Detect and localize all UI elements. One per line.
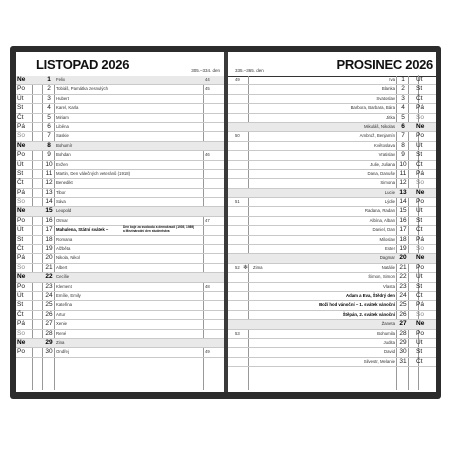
week-number: 49 (205, 349, 210, 355)
day-number: 28 (399, 329, 407, 337)
season-label: Zima (253, 264, 263, 270)
weekday-label: Po (17, 85, 25, 93)
name-day: Blanka (381, 86, 395, 92)
day-list (16, 76, 224, 358)
week-number: 51 (235, 199, 240, 205)
name-day: Cecílie (56, 274, 70, 280)
day-number: 24 (399, 291, 407, 299)
name-day: Ondřej (56, 349, 69, 355)
name-day: Evžen (56, 161, 68, 167)
day-row[interactable] (228, 132, 436, 141)
name-day: David (384, 349, 395, 355)
day-number: 8 (401, 141, 405, 149)
day-number: 20 (45, 254, 53, 262)
name-day: Sáva (56, 199, 66, 205)
weekday-label: So (416, 245, 424, 253)
week-number: 45 (205, 86, 210, 92)
day-row[interactable] (16, 85, 224, 94)
day-number: 16 (399, 216, 407, 224)
day-number: 2 (47, 85, 51, 93)
day-row[interactable] (228, 217, 436, 226)
name-day: Simona (380, 180, 395, 186)
day-row[interactable] (228, 254, 436, 263)
name-day: Mahulena, Státní svátek – (56, 227, 109, 233)
name-day: Barbora, Barbara, Bára (350, 105, 395, 111)
day-row[interactable] (16, 142, 224, 151)
weekday-label: Čt (17, 245, 24, 253)
weekday-label: Ne (17, 141, 26, 149)
day-number: 2 (401, 85, 405, 93)
day-number: 13 (45, 188, 53, 196)
day-row[interactable] (16, 161, 224, 170)
name-day: Martin, Den válečných veteránů (1918) (56, 170, 131, 176)
weekday-label: St (17, 301, 24, 309)
day-row[interactable] (16, 301, 224, 310)
name-day: Romana (56, 236, 73, 242)
name-day: Žaneta (381, 321, 395, 327)
day-row[interactable] (16, 207, 224, 216)
day-row[interactable] (16, 320, 224, 329)
weekday-label: St (17, 169, 24, 177)
day-number: 3 (401, 94, 405, 102)
day-row[interactable] (16, 264, 224, 273)
weekday-label: Ne (17, 207, 26, 215)
weekday-label: So (416, 310, 424, 318)
day-range: 305.–334. den (191, 68, 220, 73)
weekday-label: Pá (17, 320, 25, 328)
week-number: 50 (235, 133, 240, 139)
day-row[interactable] (228, 179, 436, 188)
name-day: Šimon, Simon (368, 274, 395, 280)
day-row[interactable] (16, 170, 224, 179)
name-day: Ester (384, 246, 395, 252)
holiday-note: Den boje za svobodu a demokracii (1939, 1989) (123, 225, 195, 230)
weekday-label: Út (17, 94, 24, 102)
day-number: 5 (47, 113, 51, 121)
day-number: 4 (47, 104, 51, 112)
name-day: Dana, Danuše (367, 170, 395, 176)
weekday-label: Út (17, 291, 24, 299)
weekday-label: Po (416, 263, 424, 271)
name-day: Artur (56, 311, 66, 317)
weekday-label: Po (416, 132, 424, 140)
weekday-label: St (416, 85, 423, 93)
week-number: 44 (205, 77, 210, 82)
name-day: Zina (56, 339, 65, 345)
name-day: Saskie (56, 133, 69, 139)
weekday-label: Ne (17, 273, 26, 281)
weekday-label: Po (17, 348, 25, 356)
weekday-label: Čt (17, 113, 24, 121)
name-day: Kateřina (56, 302, 73, 308)
day-number: 15 (399, 207, 407, 215)
month-title: LISTOPAD 2026 (36, 57, 130, 72)
name-day: Julie, Juliana (370, 161, 395, 167)
name-day: Alžběta (56, 246, 71, 252)
weekday-label: Čt (416, 226, 423, 234)
day-row[interactable] (16, 198, 224, 207)
weekday-label: Pá (17, 188, 25, 196)
day-number: 15 (45, 207, 53, 215)
weekday-label: Út (416, 76, 423, 83)
weekday-label: Pá (416, 301, 424, 309)
name-day: Vratislav (378, 152, 395, 158)
day-row[interactable] (228, 264, 436, 273)
weekday-label: Čt (17, 310, 24, 318)
name-day: Albína, Alban (369, 217, 395, 223)
weekday-label: Čt (17, 179, 24, 187)
name-day: Karel, Karla (56, 105, 79, 111)
weekday-label: Ne (416, 254, 425, 262)
name-day: Dagmar (379, 255, 395, 261)
day-row[interactable] (228, 301, 436, 310)
day-number: 3 (47, 94, 51, 102)
day-number: 25 (399, 301, 407, 309)
weekday-label: Út (416, 141, 423, 149)
left-page-november (16, 52, 224, 392)
day-row[interactable] (16, 76, 224, 85)
day-row[interactable] (228, 245, 436, 254)
day-row[interactable] (228, 283, 436, 292)
day-number: 1 (401, 76, 405, 83)
name-day: Bohdan (56, 152, 71, 158)
day-row[interactable] (228, 95, 436, 104)
day-number: 29 (399, 338, 407, 346)
day-row[interactable] (16, 245, 224, 254)
weekday-label: St (416, 151, 423, 159)
weekday-label: Čt (416, 291, 423, 299)
week-number: 53 (235, 330, 240, 336)
name-day: Tibor (56, 189, 66, 195)
weekday-label: Po (416, 198, 424, 206)
week-number: 52 (235, 264, 240, 270)
day-list (228, 76, 436, 367)
weekday-label: Ne (17, 76, 26, 83)
weekday-label: St (17, 104, 24, 112)
day-number: 13 (399, 188, 407, 196)
day-row[interactable] (228, 151, 436, 160)
weekday-label: St (416, 348, 423, 356)
day-row[interactable] (228, 114, 436, 123)
day-row[interactable] (16, 226, 224, 235)
name-day: Bohumila (377, 330, 395, 336)
day-row[interactable] (228, 76, 436, 85)
day-row[interactable] (16, 311, 224, 320)
weekday-label: Út (17, 226, 24, 234)
day-number: 30 (399, 348, 407, 356)
day-row[interactable] (228, 142, 436, 151)
weekday-label: Čt (416, 357, 423, 365)
day-row[interactable] (16, 292, 224, 301)
name-day: Svatoslav (376, 95, 395, 101)
name-day: Boží hod vánoční – 1. svátek vánoční (319, 302, 395, 308)
day-row[interactable] (228, 320, 436, 329)
name-day: Leopold (56, 208, 72, 214)
name-day: Bohumír (56, 142, 73, 148)
day-row[interactable] (228, 161, 436, 170)
day-number: 12 (45, 179, 53, 187)
weekday-label: St (17, 235, 24, 243)
weekday-label: Po (17, 282, 25, 290)
day-range: 335.–365. den (235, 68, 264, 73)
day-row[interactable] (228, 189, 436, 198)
day-row[interactable] (16, 95, 224, 104)
name-day: Iva (389, 77, 395, 82)
weekday-label: Pá (17, 254, 25, 262)
day-number: 19 (399, 245, 407, 253)
right-page-december (228, 52, 436, 392)
weekday-label: Út (416, 273, 423, 281)
day-number: 23 (399, 282, 407, 290)
day-number: 14 (45, 198, 53, 206)
weekday-label: Ne (416, 188, 425, 196)
name-day: Natálie (381, 264, 395, 270)
day-row[interactable] (16, 151, 224, 160)
name-day: Hubert (56, 95, 69, 101)
holiday-note: a Mezinárodní den studentstva (123, 229, 170, 234)
day-number: 9 (47, 151, 51, 159)
day-row[interactable] (16, 189, 224, 198)
day-number: 20 (399, 254, 407, 262)
weekday-label: So (17, 132, 25, 140)
day-row[interactable] (228, 339, 436, 348)
day-number: 11 (45, 169, 53, 177)
day-number: 21 (399, 263, 407, 271)
day-number: 24 (45, 291, 53, 299)
day-number: 1 (47, 76, 51, 83)
name-day: Tobiáš, Památka zesnulých (56, 86, 109, 92)
day-row[interactable] (228, 198, 436, 207)
name-day: René (56, 330, 67, 336)
weekday-label: Út (416, 207, 423, 215)
name-day: Štěpán, 2. svátek vánoční (342, 311, 395, 317)
day-number: 21 (45, 263, 53, 271)
weekday-label: Út (416, 338, 423, 346)
name-day: Vlasta (383, 283, 395, 289)
day-number: 25 (45, 301, 53, 309)
day-number: 17 (45, 226, 53, 234)
weekday-label: So (416, 113, 424, 121)
day-number: 7 (47, 132, 51, 140)
weekday-label: Ne (17, 338, 26, 346)
name-day: Liběna (56, 123, 69, 129)
name-day: Judita (383, 339, 395, 345)
week-number: 49 (235, 77, 240, 82)
day-number: 31 (399, 357, 407, 365)
day-row[interactable] (16, 283, 224, 292)
weekday-label: So (17, 263, 25, 271)
snowflake-icon: ❄ (243, 264, 249, 271)
day-number: 26 (399, 310, 407, 318)
day-row[interactable] (228, 226, 436, 235)
day-row[interactable] (228, 236, 436, 245)
day-number: 6 (47, 122, 51, 130)
day-row[interactable] (228, 358, 436, 367)
day-number: 17 (399, 226, 407, 234)
day-number: 26 (45, 310, 53, 318)
day-row[interactable] (228, 273, 436, 282)
name-day: Květoslava (373, 142, 395, 148)
day-number: 18 (45, 235, 53, 243)
day-row[interactable] (16, 348, 224, 357)
day-number: 9 (401, 151, 405, 159)
name-day: Adam a Eva, Štědrý den (346, 292, 395, 298)
weekday-label: So (17, 198, 25, 206)
week-number: 46 (205, 152, 210, 158)
day-number: 10 (45, 160, 53, 168)
day-row[interactable] (16, 132, 224, 141)
name-day: Emílie, Emily (56, 292, 81, 298)
weekday-label: Ne (416, 122, 425, 130)
name-day: Ambrož, Benjamín (359, 133, 395, 139)
day-number: 28 (45, 329, 53, 337)
weekday-label: Po (17, 216, 25, 224)
day-row[interactable] (228, 123, 436, 132)
day-row[interactable] (16, 273, 224, 282)
weekday-label: Út (17, 160, 24, 168)
day-row[interactable] (16, 254, 224, 263)
weekday-label: St (416, 282, 423, 290)
name-day: Benedikt (56, 180, 73, 186)
day-number: 30 (45, 348, 53, 356)
weekday-label: Pá (416, 104, 424, 112)
day-row[interactable] (228, 292, 436, 301)
name-day: Lucie (384, 189, 395, 195)
day-row[interactable] (16, 104, 224, 113)
weekday-label: St (416, 216, 423, 224)
month-title: PROSINEC 2026 (336, 57, 433, 72)
name-day: Silvestr, Melanie (363, 358, 395, 364)
name-day: Mikuláš, Nikolas (363, 123, 395, 129)
right-page-header (228, 54, 436, 77)
weekday-label: Pá (416, 169, 424, 177)
day-row[interactable] (228, 311, 436, 320)
weekday-label: Čt (416, 94, 423, 102)
day-row[interactable] (16, 179, 224, 188)
name-day: Albert (56, 264, 68, 270)
day-number: 12 (399, 179, 407, 187)
day-number: 8 (47, 141, 51, 149)
day-number: 7 (401, 132, 405, 140)
name-day: Klement (56, 283, 72, 289)
name-day: Miriam (56, 114, 69, 120)
name-day: Jitka (386, 114, 395, 120)
day-number: 29 (45, 338, 53, 346)
day-number: 27 (45, 320, 53, 328)
name-day: Otmar (56, 217, 68, 223)
weekday-label: Pá (416, 235, 424, 243)
day-row[interactable] (16, 339, 224, 348)
day-number: 6 (401, 122, 405, 130)
weekday-label: Ne (416, 320, 425, 328)
day-row[interactable] (16, 236, 224, 245)
weekday-label: Čt (416, 160, 423, 168)
day-number: 27 (399, 320, 407, 328)
left-page-header (16, 54, 224, 77)
day-row[interactable] (16, 330, 224, 339)
day-number: 10 (399, 160, 407, 168)
day-number: 11 (399, 169, 407, 177)
name-day: Miloslav (379, 236, 395, 242)
name-day: Felix (56, 77, 66, 82)
day-row[interactable] (16, 123, 224, 132)
day-number: 16 (45, 216, 53, 224)
day-row[interactable] (228, 85, 436, 94)
day-number: 22 (45, 273, 53, 281)
week-number: 48 (205, 283, 210, 289)
weekday-label: So (17, 329, 25, 337)
name-day: Daniel, Dan (372, 227, 395, 233)
name-day: Radana, Radan (364, 208, 395, 214)
day-row[interactable] (228, 170, 436, 179)
day-number: 4 (401, 104, 405, 112)
day-row[interactable] (228, 207, 436, 216)
day-row[interactable] (16, 114, 224, 123)
weekday-label: Po (17, 151, 25, 159)
day-row[interactable] (228, 348, 436, 357)
name-day: Lýdie (384, 199, 395, 205)
weekday-label: Pá (17, 122, 25, 130)
name-day: Xenie (56, 321, 67, 327)
day-number: 14 (399, 198, 407, 206)
day-number: 23 (45, 282, 53, 290)
weekday-label: So (416, 179, 424, 187)
week-number: 47 (205, 217, 210, 223)
day-row[interactable] (228, 330, 436, 339)
day-number: 18 (399, 235, 407, 243)
day-row[interactable] (228, 104, 436, 113)
day-number: 19 (45, 245, 53, 253)
day-number: 22 (399, 273, 407, 281)
weekday-label: Po (416, 329, 424, 337)
name-day: Nikola, Nikol (56, 255, 80, 261)
day-number: 5 (401, 113, 405, 121)
